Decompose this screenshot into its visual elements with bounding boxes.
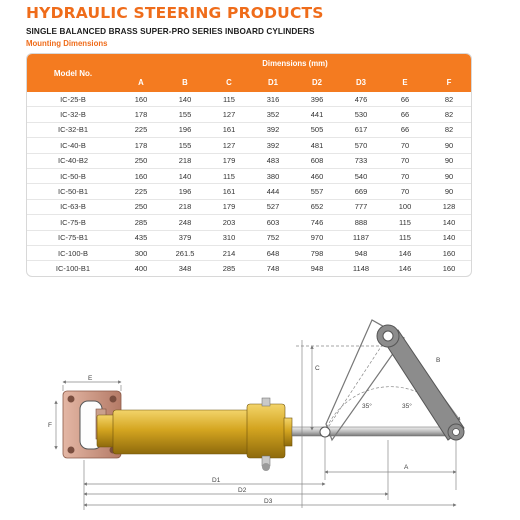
dimension-cell-b: 196	[163, 184, 207, 199]
dimension-cell-d1: 380	[251, 168, 295, 183]
dimension-cell-c: 115	[207, 168, 251, 183]
tiller-arm	[320, 320, 464, 440]
column-header-f: F	[427, 72, 471, 92]
dimension-cell-a: 178	[119, 138, 163, 153]
column-header-b: B	[163, 72, 207, 92]
table-row	[27, 215, 471, 230]
dimension-cell-b: 140	[163, 168, 207, 183]
dimension-cell-d1: 483	[251, 153, 295, 168]
dimension-cell-d2: 970	[295, 230, 339, 245]
dimension-cell-d3: 948	[339, 245, 383, 260]
model-cell: IC-32-B1	[27, 122, 119, 137]
model-column-header: Model No.	[27, 54, 119, 92]
table-row	[27, 261, 471, 276]
dim-label-d1: D1	[212, 477, 221, 484]
dimension-cell-b: 140	[163, 92, 207, 107]
dimension-cell-d3: 888	[339, 215, 383, 230]
dimension-cell-f: 90	[427, 168, 471, 183]
dimension-cell-e: 115	[383, 215, 427, 230]
dimension-cell-c: 285	[222, 263, 236, 273]
dimension-cell-c: 127	[207, 107, 251, 122]
dimension-cell-d3: 1148	[352, 263, 370, 273]
dimension-cell-a: 250	[119, 153, 163, 168]
dimension-cell-b: 261.5	[163, 245, 207, 260]
dim-label-c: C	[315, 365, 320, 372]
dimension-cell-d2: 608	[295, 153, 339, 168]
dimension-cell-d2: 441	[295, 107, 339, 122]
model-cell: IC-32-B	[27, 107, 119, 122]
dimension-cell-d2: 652	[295, 199, 339, 214]
dimension-cell-d3: 617	[339, 122, 383, 137]
model-cell: IC-100-B	[27, 245, 119, 260]
dimension-cell-c: 203	[207, 215, 251, 230]
dimension-cell-b: 196	[163, 122, 207, 137]
dimension-cell-d2: 481	[295, 138, 339, 153]
dimension-cell-e: 115	[383, 230, 427, 245]
piston-rod	[292, 427, 462, 436]
dimension-cell-f: 140	[427, 215, 471, 230]
dimension-cell-a: 400	[134, 263, 148, 273]
table-row	[27, 245, 471, 260]
dimension-cell-b: 348	[178, 263, 192, 273]
dimension-cell-d1: 316	[251, 92, 295, 107]
dim-label-d3: D3	[264, 498, 273, 505]
dim-label-f: F	[48, 422, 52, 429]
model-cell: IC-40-B	[27, 138, 119, 153]
dimension-cell-e: 66	[383, 107, 427, 122]
angle-label-right: 35°	[402, 403, 412, 410]
dimension-cell-e: 146	[398, 263, 412, 273]
dimension-cell-b: 379	[163, 230, 207, 245]
dimension-cell-d1: 392	[251, 138, 295, 153]
dimension-cell-f: 82	[427, 107, 471, 122]
table-row	[27, 168, 471, 183]
dimension-cell-c: 214	[207, 245, 251, 260]
dimension-cell-d3: 570	[339, 138, 383, 153]
model-cell: IC-50-B1	[27, 184, 119, 199]
dimension-cell-d3: 530	[339, 107, 383, 122]
dimensions-table	[27, 54, 471, 276]
dimension-cell-e: 70	[383, 138, 427, 153]
dimension-cell-b: 155	[163, 107, 207, 122]
dimension-cell-d2: 557	[295, 184, 339, 199]
model-cell: IC-63-B	[27, 199, 119, 214]
dimension-cell-a: 250	[119, 199, 163, 214]
dimensions-table-container	[26, 53, 472, 277]
dimension-cell-d1: 603	[251, 215, 295, 230]
page-title: HYDRAULIC STEERING PRODUCTS	[26, 4, 324, 22]
dimension-cell-e: 66	[383, 92, 427, 107]
dimension-cell-d1: 752	[251, 230, 295, 245]
dimensions-group-header: Dimensions (mm)	[119, 54, 471, 72]
product-subtitle: SINGLE BALANCED BRASS SUPER-PRO SERIES INBOARD CYLINDERS	[26, 27, 315, 36]
dimension-cell-e: 66	[383, 122, 427, 137]
dimension-cell-f: 90	[427, 153, 471, 168]
dimension-cell-c: 179	[207, 199, 251, 214]
dimension-cell-b: 218	[163, 153, 207, 168]
model-cell: IC-40-B2	[27, 153, 119, 168]
dimension-cell-d2: 396	[295, 92, 339, 107]
dimension-cell-d2: 798	[295, 245, 339, 260]
dimension-cell-a: 160	[119, 168, 163, 183]
brass-cylinder	[97, 398, 292, 471]
dimension-cell-a: 225	[119, 184, 163, 199]
dimension-cell-c: 161	[207, 184, 251, 199]
dimension-cell-e: 70	[383, 184, 427, 199]
table-row	[27, 153, 471, 168]
dimension-cell-e: 70	[383, 153, 427, 168]
dimension-cell-e: 100	[383, 199, 427, 214]
dim-label-a: A	[404, 464, 409, 471]
dimension-cell-d3: 669	[339, 184, 383, 199]
dimension-cell-a: 178	[119, 107, 163, 122]
dimension-cell-a: 160	[119, 92, 163, 107]
column-header-d1: D1	[251, 72, 295, 92]
table-row	[27, 107, 471, 122]
dim-label-e: E	[88, 375, 93, 382]
dimension-cell-d1: 352	[251, 107, 295, 122]
dimension-cell-d3: 476	[339, 92, 383, 107]
table-row	[27, 138, 471, 153]
model-cell: IC-100-B1	[55, 263, 91, 273]
dimension-cell-b: 218	[163, 199, 207, 214]
dimension-cell-b: 248	[163, 215, 207, 230]
dimension-cell-a: 435	[119, 230, 163, 245]
dimension-cell-d3: 777	[339, 199, 383, 214]
dimension-cell-f: 160	[427, 245, 471, 260]
dimension-cell-f: 90	[427, 138, 471, 153]
dimension-cell-a: 300	[119, 245, 163, 260]
dimension-cell-a: 285	[119, 215, 163, 230]
dimension-cell-c: 179	[207, 153, 251, 168]
column-header-c: C	[207, 72, 251, 92]
dimension-cell-f: 82	[427, 122, 471, 137]
column-header-d3: D3	[339, 72, 383, 92]
dimension-cell-c: 161	[207, 122, 251, 137]
cylinder-mounting-diagram	[0, 300, 520, 520]
dimension-cell-c: 310	[207, 230, 251, 245]
dimension-cell-e: 70	[383, 168, 427, 183]
dimension-cell-d2: 948	[310, 263, 324, 273]
model-cell: IC-75-B1	[27, 230, 119, 245]
column-header-a: A	[119, 72, 163, 92]
dimension-cell-c: 115	[207, 92, 251, 107]
dimension-cell-d2: 746	[295, 215, 339, 230]
table-body	[27, 92, 471, 276]
dimension-cell-f: 128	[427, 199, 471, 214]
dimension-cell-d1: 527	[251, 199, 295, 214]
dimension-cell-d1: 392	[251, 122, 295, 137]
dimension-cell-f: 160	[442, 263, 456, 273]
dim-label-d2: D2	[238, 487, 247, 494]
dimension-cell-e: 146	[383, 245, 427, 260]
dimension-cell-f: 90	[427, 184, 471, 199]
dimension-cell-d1: 444	[251, 184, 295, 199]
dimension-cell-f: 140	[427, 230, 471, 245]
table-row	[27, 184, 471, 199]
table-row	[27, 230, 471, 245]
table-row	[27, 122, 471, 137]
column-header-d2: D2	[295, 72, 339, 92]
dimension-cell-d3: 733	[339, 153, 383, 168]
dimension-cell-a: 225	[119, 122, 163, 137]
dimension-cell-d2: 505	[295, 122, 339, 137]
dimension-cell-d3: 540	[339, 168, 383, 183]
section-heading: Mounting Dimensions	[26, 39, 108, 48]
dimension-cell-d2: 460	[295, 168, 339, 183]
model-cell: IC-25-B	[27, 92, 119, 107]
dimension-cell-d1: 648	[251, 245, 295, 260]
dimension-cell-f: 82	[427, 92, 471, 107]
dimension-cell-b: 155	[163, 138, 207, 153]
table-row	[27, 199, 471, 214]
dimension-cell-d1: 748	[266, 263, 280, 273]
column-header-e: E	[383, 72, 427, 92]
dimension-cell-c: 127	[207, 138, 251, 153]
model-cell: IC-50-B	[27, 168, 119, 183]
table-row	[27, 92, 471, 107]
model-cell: IC-75-B	[27, 215, 119, 230]
angle-label-left: 35°	[362, 403, 372, 410]
dimension-cell-d3: 1187	[339, 230, 383, 245]
dim-label-b: B	[436, 357, 441, 364]
